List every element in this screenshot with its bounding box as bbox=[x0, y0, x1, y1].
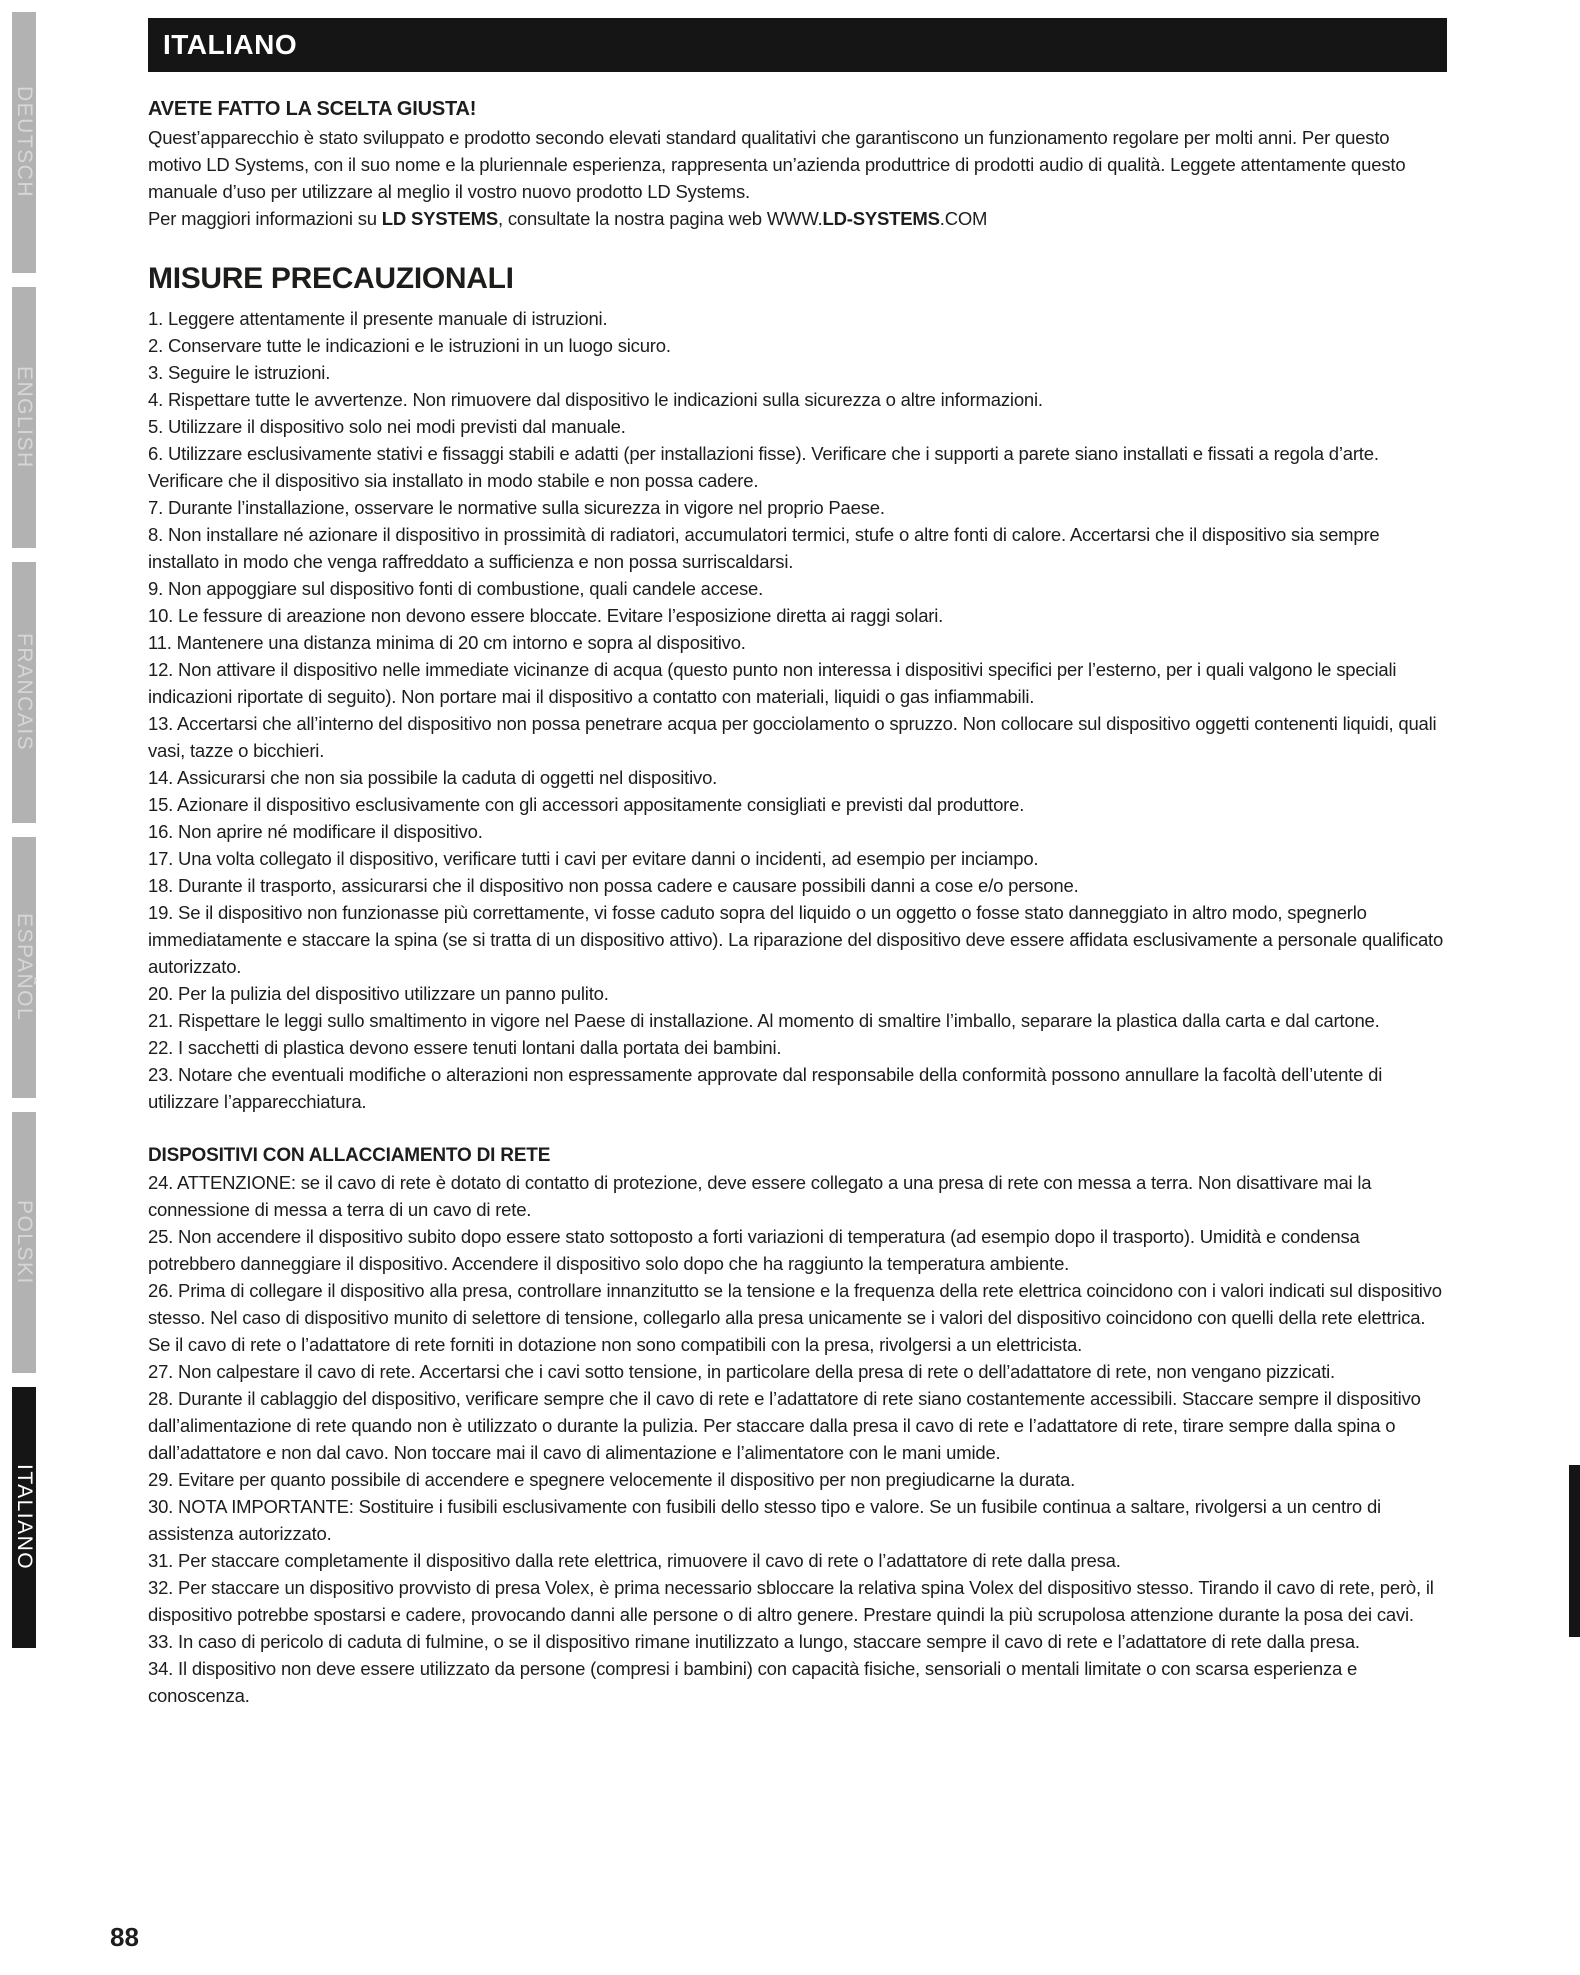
page-content bbox=[148, 18, 1447, 1709]
language-tab-italiano: ITALIANO bbox=[12, 1387, 36, 1648]
list-item: 34. Il dispositivo non deve essere utilizzato da persone (compresi i bambini) con capacità fisiche, sensoriali o mentali limitate o con scarsa esperienza e conoscenza. bbox=[148, 1658, 1358, 1706]
mains-devices-heading: DISPOSITIVI CON ALLACCIAMENTO DI RETE bbox=[148, 1145, 551, 1166]
list-item: 1. Leggere attentamente il presente manuale di istruzioni. bbox=[148, 308, 608, 329]
language-tab-english: ENGLISH bbox=[12, 287, 36, 548]
list-item: 14. Assicurarsi che non sia possibile la caduta di oggetti nel dispositivo. bbox=[148, 767, 718, 788]
language-tab-espaol: ESPAÑOL bbox=[12, 837, 36, 1098]
language-tab-rail bbox=[12, 12, 94, 1662]
list-item: 5. Utilizzare il dispositivo solo nei modi previsti dal manuale. bbox=[148, 416, 626, 437]
language-tab-polski: POLSKI bbox=[12, 1112, 36, 1373]
list-item: 31. Per staccare completamente il dispositivo dalla rete elettrica, rimuovere il cavo di rete o l’adattatore di rete dalla presa. bbox=[148, 1550, 1121, 1571]
section-edge-marker bbox=[1569, 1465, 1580, 1637]
list-item: 9. Non appoggiare sul dispositivo fonti di combustione, quali candele accese. bbox=[148, 578, 764, 599]
list-item: 22. I sacchetti di plastica devono essere tenuti lontani dalla portata dei bambini. bbox=[148, 1037, 782, 1058]
list-item: 20. Per la pulizia del dispositivo utilizzare un panno pulito. bbox=[148, 983, 609, 1004]
list-item: 29. Evitare per quanto possibile di accendere e spegnere velocemente il dispositivo per non pregiudicarne la durata. bbox=[148, 1469, 1076, 1490]
list-item: 2. Conservare tutte le indicazioni e le istruzioni in un luogo sicuro. bbox=[148, 335, 671, 356]
precautions-list bbox=[148, 305, 1447, 1115]
list-item: 30. NOTA IMPORTANTE: Sostituire i fusibili esclusivamente con fusibili dello stesso tipo e valore. Se un fusibile continua a saltare, rivolgersi a un centro di assistenza autorizzato. bbox=[148, 1496, 1381, 1544]
web-line-text-1: Per maggiori informazioni su bbox=[148, 208, 382, 229]
page-number: 88 bbox=[110, 1922, 139, 1952]
list-item: 3. Seguire le istruzioni. bbox=[148, 362, 331, 383]
list-item: 4. Rispettare tutte le avvertenze. Non rimuovere dal dispositivo le indicazioni sulla sicurezza o altre informazioni. bbox=[148, 389, 1043, 410]
list-item: 12. Non attivare il dispositivo nelle immediate vicinanze di acqua (questo punto non interessa i dispositivi specifici per l’esterno, per i quali valgono le speciali indicazioni riportate di seguito). Non portare mai il dispositivo a contatto con materiali, liquidi o gas infiammabili. bbox=[148, 659, 1397, 707]
list-item: 19. Se il dispositivo non funzionasse più correttamente, vi fosse caduto sopra del liquido o un oggetto o fosse stato danneggiato in altro modo, spegnerlo immediatamente e staccare la spina (se si tratta di un dispositivo attivo). La riparazione del dispositivo deve essere affidata esclusivamente a personale qualificato autorizzato. bbox=[148, 902, 1444, 977]
mains-devices-section bbox=[148, 1142, 1447, 1709]
web-line-text-3: .COM bbox=[939, 208, 988, 229]
list-item: 32. Per staccare un dispositivo provvisto di presa Volex, è prima necessario sbloccare la relativa spina Volex del dispositivo stesso. Tirando il cavo di rete, però, il dispositivo potrebbe spostarsi e cadere, provocando danni alle persone o di altro genere. Prestare quindi la più scrupolosa attenzione durante la posa dei cavi. bbox=[148, 1577, 1434, 1625]
language-header-bar bbox=[148, 18, 1447, 72]
language-tab-francais: FRANCAIS bbox=[12, 562, 36, 823]
list-item: 18. Durante il trasporto, assicurarsi che il dispositivo non possa cadere e causare possibili danni a cose e/o persone. bbox=[148, 875, 1079, 896]
list-item: 11. Mantenere una distanza minima di 20 cm intorno e sopra al dispositivo. bbox=[148, 632, 746, 653]
list-item: 16. Non aprire né modificare il dispositivo. bbox=[148, 821, 483, 842]
intro-web-line bbox=[148, 205, 1447, 232]
list-item: 8. Non installare né azionare il dispositivo in prossimità di radiatori, accumulatori termici, stufe o altre fonti di calore. Accertarsi che il dispositivo sia sempre installato in modo che venga raffreddato a sufficienza e non possa surriscaldarsi. bbox=[148, 524, 1380, 572]
brand-name: LD SYSTEMS bbox=[381, 208, 498, 229]
list-item: 24. ATTENZIONE: se il cavo di rete è dotato di contatto di protezione, deve essere collegato a una presa di rete con messa a terra. Non disattivare mai la connessione di messa a terra di un cavo di rete. bbox=[148, 1172, 1372, 1220]
list-item: 27. Non calpestare il cavo di rete. Accertarsi che i cavi sotto tensione, in particolare della presa di rete o dell’adattatore di rete, non vengano pizzicati. bbox=[148, 1361, 1335, 1382]
web-line-text-2: , consultate la nostra pagina web WWW. bbox=[498, 208, 823, 229]
list-item: 6. Utilizzare esclusivamente stativi e fissaggi stabili e adatti (per installazioni fisse). Verificare che i supporti a parete siano installati e fissati a regola d’arte. Verificare che il dispositivo sia installato in modo stabile e non possa cadere. bbox=[148, 443, 1379, 491]
list-item: 33. In caso di pericolo di caduta di fulmine, o se il dispositivo rimane inutilizzato a lungo, staccare sempre il cavo di rete e l’adattatore di rete dalla presa. bbox=[148, 1631, 1360, 1652]
language-header-title: ITALIANO bbox=[163, 29, 298, 60]
list-item: 23. Notare che eventuali modifiche o alterazioni non espressamente approvate dal responsabile della conformità possono annullare la facoltà dell’utente di utilizzare l’apparecchiatura. bbox=[148, 1064, 1383, 1112]
language-tab-deutsch: DEUTSCH bbox=[12, 12, 36, 273]
precautions-section bbox=[148, 262, 1447, 1115]
list-item: 13. Accertarsi che all’interno del dispositivo non possa penetrare acqua per gocciolamento o spruzzo. Non collocare sul dispositivo oggetti contenenti liquidi, quali vasi, tazze o bicchieri. bbox=[148, 713, 1437, 761]
website-domain: LD-SYSTEMS bbox=[822, 208, 940, 229]
precautions-heading: MISURE PRECAUZIONALI bbox=[148, 262, 514, 295]
list-item: 26. Prima di collegare il dispositivo alla presa, controllare innanzitutto se la tensione e la frequenza della rete elettrica coincidono con i valori indicati sul dispositivo stesso. Nel caso di dispositivo munito di selettore di tensione, collegarlo alla presa unicamente se i valori del dispositivo coincidono con quelli della rete elettrica. Se il cavo di rete o l’adattatore di rete forniti in dotazione non sono compatibili con la presa, rivolgersi a un elettricista. bbox=[148, 1280, 1442, 1355]
list-item: 25. Non accendere il dispositivo subito dopo essere stato sottoposto a forti variazioni di temperatura (ad esempio dopo il trasporto). Umidità e condensa potrebbero danneggiare il dispositivo. Accendere il dispositivo solo dopo che ha raggiunto la temperatura ambiente. bbox=[148, 1226, 1360, 1274]
mains-devices-list bbox=[148, 1169, 1447, 1709]
intro-paragraph: Quest’apparecchio è stato sviluppato e prodotto secondo elevati standard qualitativi che garantiscono un funzionamento regolare per molti anni. Per questo motivo LD Systems, con il suo nome e la pluriennale esperienza, rappresenta un’azienda produttrice di prodotti audio di qualità. Leggete attentamente questo manuale d’uso per utilizzare al meglio il vostro nuovo prodotto LD Systems. bbox=[148, 127, 1406, 202]
list-item: 28. Durante il cablaggio del dispositivo, verificare sempre che il cavo di rete e l’adattatore di rete siano costantemente accessibili. Staccare sempre il dispositivo dall’alimentazione di rete quando non è utilizzato o durante la pulizia. Per staccare dalla presa il cavo di rete e l’adattatore di rete, tirare sempre dalla spina o dall’adattatore e non dal cavo. Non toccare mai il cavo di alimentazione e l’alimentatore con le mani umide. bbox=[148, 1388, 1421, 1463]
list-item: 7. Durante l’installazione, osservare le normative sulla sicurezza in vigore nel proprio Paese. bbox=[148, 497, 885, 518]
list-item: 10. Le fessure di areazione non devono essere bloccate. Evitare l’esposizione diretta ai raggi solari. bbox=[148, 605, 944, 626]
list-item: 21. Rispettare le leggi sullo smaltimento in vigore nel Paese di installazione. Al momento di smaltire l’imballo, separare la plastica dalla carta e dal cartone. bbox=[148, 1010, 1380, 1031]
intro-section bbox=[148, 98, 1447, 232]
list-item: 17. Una volta collegato il dispositivo, verificare tutti i cavi per evitare danni o incidenti, ad esempio per inciampo. bbox=[148, 848, 1039, 869]
list-item: 15. Azionare il dispositivo esclusivamente con gli accessori appositamente consigliati e previsti dal produttore. bbox=[148, 794, 1025, 815]
intro-heading: AVETE FATTO LA SCELTA GIUSTA! bbox=[148, 98, 477, 120]
